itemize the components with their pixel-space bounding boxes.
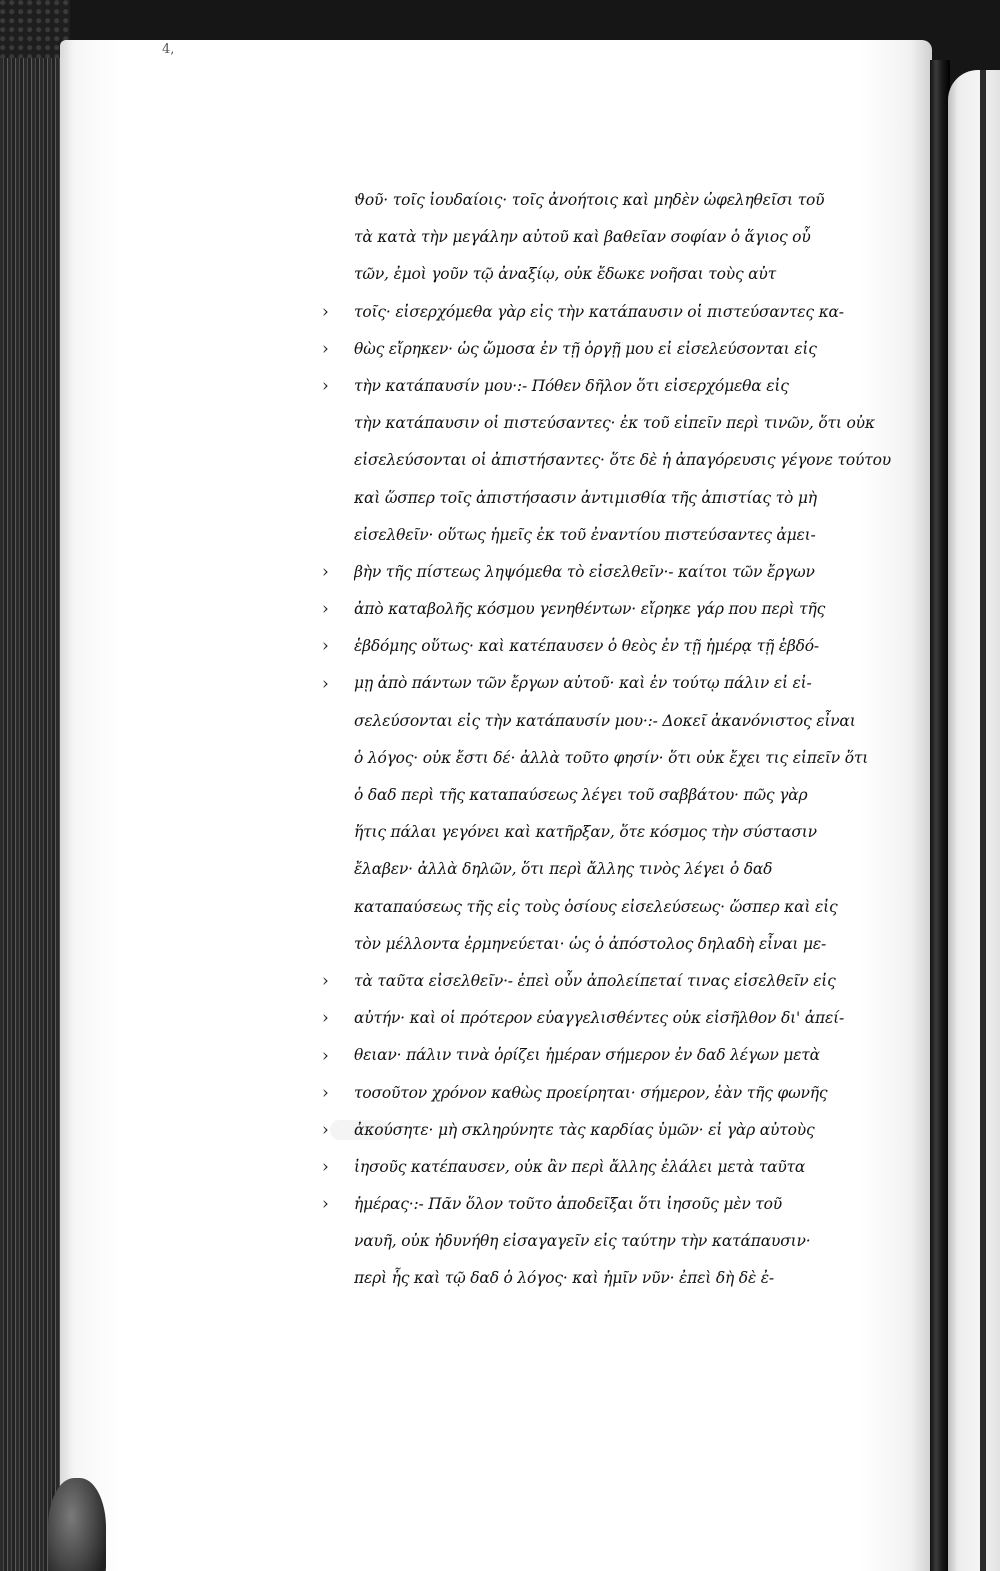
manuscript-line: ναυῆ, οὐκ ἠδυνήθη εἰσαγαγεῖν εἰς ταύτην τὴν κατάπαυσιν·	[354, 1232, 811, 1251]
margin-mark: ›	[322, 1157, 329, 1178]
manuscript-line: σελεύσονται εἰς τὴν κατάπαυσίν μου·:- Δοκεῖ ἀκανόνιστος εἶναι	[354, 711, 856, 730]
manuscript-line: ἀπὸ καταβολῆς κόσμου γενηθέντων· εἴρηκε γάρ που περὶ τῆς	[354, 600, 826, 619]
manuscript-line: καταπαύσεως τῆς εἰς τοὺς ὁσίους εἰσελεύσεως· ὥσπερ καὶ εἰς	[354, 897, 838, 916]
margin-mark: ›	[322, 376, 329, 396]
page-fore-edge	[0, 58, 66, 1571]
book-gutter	[930, 60, 950, 1571]
manuscript-line: τοσοῦτον χρόνον καθὼς προείρηται· σήμερον, ἐὰν τῆς φωνῆς	[354, 1083, 828, 1102]
margin-mark: ›	[322, 599, 329, 620]
manuscript-line: περὶ ἧς καὶ τῷ δαδ ὁ λόγος· καὶ ἡμῖν νῦν· ἐπεὶ δὴ δὲ ἐ-	[354, 1269, 774, 1288]
margin-mark: ›	[322, 1008, 329, 1029]
manuscript-line: τὴν κατάπαυσίν μου·:- Πόθεν δῆλον ὅτι εἰσερχόμεθα εἰς	[354, 376, 789, 395]
manuscript-line: εἰσελεύσονται οἱ ἀπιστήσαντες· ὅτε δὲ ἡ ἀπαγόρευσις γέγονε τούτου	[354, 451, 891, 470]
margin-mark: ›	[322, 338, 329, 359]
facing-page-edge	[948, 70, 1000, 1571]
margin-mark: ›	[322, 1194, 329, 1215]
margin-mark: ›	[322, 562, 329, 582]
manuscript-line: τὸν μέλλοντα ἐρμηνεύεται· ὡς ὁ ἀπόστολος δηλαδὴ εἶναι με-	[354, 934, 826, 953]
handwritten-text-block	[354, 182, 894, 1298]
manuscript-line: θειαν· πάλιν τινὰ ὁρίζει ἡμέραν σήμερον ἐν δαδ λέγων μετὰ	[354, 1046, 820, 1065]
facing-page-shadow	[980, 70, 986, 1571]
manuscript-line: εἰσελθεῖν· οὕτως ἡμεῖς ἐκ τοῦ ἐναντίου πιστεύσαντες ἀμει-	[354, 525, 816, 544]
manuscript-line: τῶν, ἐμοὶ γοῦν τῷ ἀναξίῳ, οὐκ ἔδωκε νοῆσαι τοὺς αὐτ	[354, 265, 777, 284]
manuscript-line: θὼς εἴρηκεν· ὡς ὤμοσα ἐν τῇ ὀργῇ μου εἰ εἰσελεύσονται εἰς	[354, 339, 817, 358]
manuscript-line: καὶ ὥσπερ τοῖς ἀπιστήσασιν ἀντιμισθία τῆς ἀπιστίας τὸ μὴ	[354, 488, 817, 507]
folio-mark: 4,	[162, 42, 175, 57]
manuscript-line: τοῖς· εἰσερχόμεθα γὰρ εἰς τὴν κατάπαυσιν οἱ πιστεύσαντες κα-	[354, 302, 844, 321]
margin-mark: ›	[322, 971, 329, 992]
margin-mark: ›	[322, 673, 329, 694]
reader-thumb	[48, 1478, 106, 1571]
manuscript-line: τὴν κατάπαυσιν οἱ πιστεύσαντες· ἐκ τοῦ εἰπεῖν περὶ τινῶν, ὅτι οὐκ	[354, 414, 875, 433]
manuscript-line: ἰησοῦς κατέπαυσεν, οὐκ ἂν περὶ ἄλλης ἐλάλει μετὰ ταῦτα	[354, 1157, 806, 1176]
manuscript-line: τὰ κατὰ τὴν μεγάλην αὐτοῦ καὶ βαθεῖαν σοφίαν ὁ ἅγιος οὗ	[354, 228, 811, 247]
manuscript-line: ἑβδόμης οὕτως· καὶ κατέπαυσεν ὁ θεὸς ἐν τῇ ἡμέρᾳ τῇ ἑβδό-	[354, 637, 819, 656]
manuscript-line: ϑοῦ· τοῖς ἰουδαίοις· τοῖς ἀνοήτοις καὶ μηδὲν ὠφεληθεῖσι τοῦ	[354, 191, 825, 209]
manuscript-line: βὴν τῆς πίστεως ληψόμεθα τὸ εἰσελθεῖν·- καίτοι τῶν ἔργων	[354, 562, 815, 581]
manuscript-line: αὐτήν· καὶ οἱ πρότερον εὐαγγελισθέντες οὐκ εἰσῆλθον δι' ἀπεί-	[354, 1009, 845, 1028]
margin-mark: ›	[322, 636, 329, 657]
manuscript-line: ὁ δαδ περὶ τῆς καταπαύσεως λέγει τοῦ σαββάτου· πῶς γὰρ	[354, 786, 808, 804]
manuscript-line: ἔλαβεν· ἀλλὰ δηλῶν, ὅτι περὶ ἄλλης τινὸς λέγει ὁ δαδ	[354, 860, 773, 879]
manuscript-line: ἡμέρας·:- Πᾶν ὅλον τοῦτο ἀποδεῖξαι ὅτι ἰησοῦς μὲν τοῦ	[354, 1195, 782, 1214]
manuscript-line: ἀκούσητε· μὴ σκληρύνητε τὰς καρδίας ὑμῶν· εἰ γὰρ αὐτοὺς	[354, 1120, 815, 1139]
margin-mark: ›	[322, 301, 329, 322]
manuscript-line: ἥτις πάλαι γεγόνει καὶ κατῆρξαν, ὅτε κόσμος τὴν σύστασιν	[354, 823, 817, 842]
manuscript-line: ὁ λόγος· οὐκ ἔστι δέ· ἀλλὰ τοῦτο φησίν· ὅτι οὐκ ἔχει τις εἰπεῖν ὅτι	[354, 748, 869, 767]
margin-mark: ›	[322, 1045, 329, 1066]
manuscript-line: μῃ ἀπὸ πάντων τῶν ἔργων αὐτοῦ· καὶ ἐν τούτῳ πάλιν εἰ εἰ-	[354, 674, 812, 693]
margin-mark: ›	[322, 1082, 329, 1103]
margin-mark: ›	[322, 1120, 329, 1140]
manuscript-line: τὰ ταῦτα εἰσελθεῖν·- ἐπεὶ οὖν ἀπολείπεταί τινας εἰσελθεῖν εἰς	[354, 971, 836, 990]
